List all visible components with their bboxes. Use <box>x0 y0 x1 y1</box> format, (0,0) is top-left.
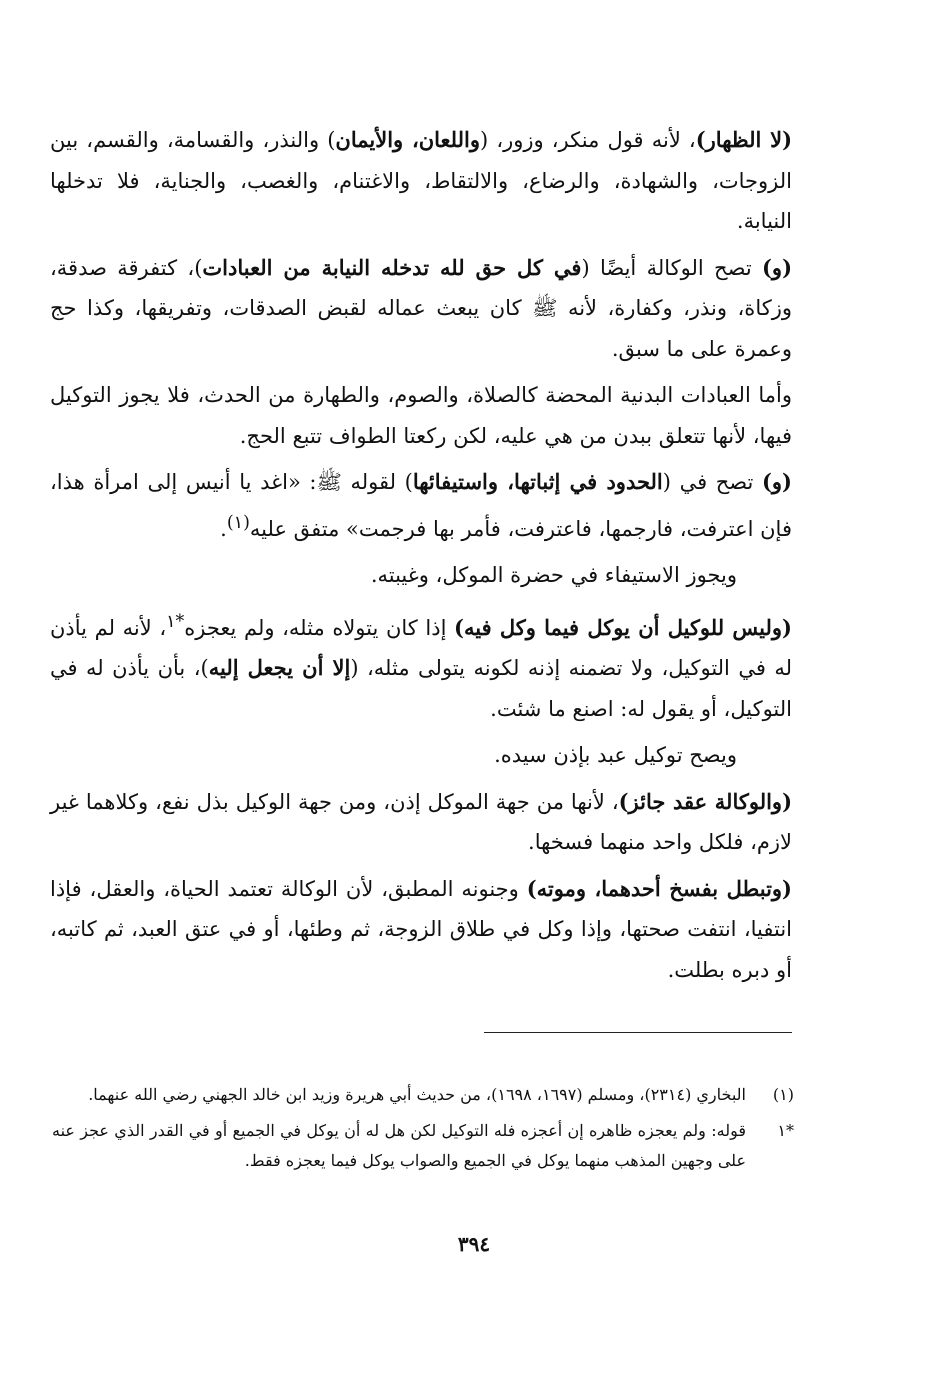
paragraph <box>50 555 792 596</box>
paragraph <box>50 869 792 991</box>
footnote-reference: (١) <box>226 512 250 533</box>
text-run: تصح الوكالة أيضًا ( <box>581 255 762 280</box>
text-run: . <box>220 516 227 541</box>
text-run: )، كتفرقة صدقة، وزكاة، ونذر، وكفارة، لأنه ﷺ كان يبعث عماله لقبض الصدقات، وتفريقها، وكذا حج وعمرة على ما سبق. <box>50 255 792 361</box>
footnote <box>52 1080 794 1110</box>
text-run: وجنونه المطبق، لأن الوكالة تعتمد الحياة، والعقل، فإذا انتفيا، انتفت صحتها، وإذا وكل في طلاق الزوجة، ثم وطئها، أو في عتق العبد، ثم كاتبه، أو دبره بطلت. <box>50 876 792 982</box>
bold-text: (وليس للوكيل أن يوكل فيما وكل فيه) <box>454 614 792 640</box>
text-run: ويجوز الاستيفاء في حضرة الموكل، وغيبته. <box>370 563 737 587</box>
footnote-mark: (١) <box>772 1085 794 1104</box>
page-number: ٣٩٤ <box>457 1232 491 1256</box>
text-run: ، لأنها من جهة الموكل إذن، ومن جهة الوكيل بذل نفع، وكلاهما غير لازم، فلكل واحد منهما فسخها. <box>50 789 792 854</box>
text-run: ، لأنه قول منكر، وزور، ( <box>480 128 696 152</box>
bold-text: (و) <box>762 254 793 280</box>
paragraph <box>50 602 792 730</box>
main-text <box>50 120 792 990</box>
footnote-separator <box>484 1032 792 1033</box>
text-run: )، بأن يأذن له في التوكيل، أو يقول له: اصنع ما شئت. <box>50 656 792 721</box>
footnote-text: قوله: ولم يعجزه ظاهره إن أعجزه فله التوكيل لكن هل له أن يوكل في الجميع أو في القدر الذي عجز عنه على وجهين المذهب منهما يوكل في الجميع والصواب يوكل فيما يعجزه فقط. <box>52 1121 746 1170</box>
bold-text: (و) <box>761 469 792 494</box>
text-run: ويصح توكيل عبد بإذن سيده. <box>494 743 737 767</box>
footnotes <box>52 1080 794 1182</box>
footnote <box>52 1116 794 1176</box>
text-run: ، لأنه لم يأذن له في التوكيل، ولا تضمنه إذنه لكونه يتولى مثله، ( <box>50 615 793 680</box>
bold-text: الحدود في إثباتها، واستيفائها <box>412 469 663 494</box>
paragraph <box>50 120 792 242</box>
bold-text: (لا الظهار) <box>695 127 793 152</box>
footnote-reference: *١ <box>166 611 185 632</box>
text-run: وأما العبادات البدنية المحضة كالصلاة، والصوم، والطهارة من الحدث، فلا يجوز التوكيل فيها، لأنها تتعلق ببدن من هي عليه، لكن ركعتا الطواف تتبع الحج. <box>50 383 792 448</box>
footnote-text: البخاري (٢٣١٤)، ومسلم (١٦٩٧، ١٦٩٨)، من حديث أبي هريرة وزيد ابن خالد الجهني رضي الله عنهما. <box>88 1085 746 1104</box>
paragraph <box>50 735 792 776</box>
bold-text: (والوكالة عقد جائز) <box>618 788 793 814</box>
text-run: تصح في ( <box>662 470 762 494</box>
paragraph <box>50 462 792 549</box>
text-run: إذا كان يتولاه مثله، ولم يعجزه <box>184 615 455 640</box>
bold-text: في كل حق لله تدخله النيابة من العبادات <box>202 254 582 280</box>
bold-text: إلا أن يجعل إليه <box>208 655 351 680</box>
paragraph <box>50 375 792 456</box>
text-run: ) والنذر، والقسامة، والقسم، بين الزوجات، والشهادة، والرضاع، والالتقاط، والاغتنام، والغصب، والجناية، فلا تدخلها النيابة. <box>50 128 792 233</box>
paragraph <box>50 782 792 863</box>
paragraph <box>50 248 792 370</box>
bold-text: واللعان، والأيمان <box>335 127 480 152</box>
footnote-mark: *١ <box>777 1121 794 1140</box>
text-run: ) لقوله ﷺ: «اغد يا أنيس إلى امرأة هذا، فإن اعترفت، فارجمها، فاعترفت، فأمر بها فرجمت» متفق عليه <box>50 470 792 541</box>
bold-text: (وتبطل بفسخ أحدهما، وموته) <box>526 875 792 901</box>
